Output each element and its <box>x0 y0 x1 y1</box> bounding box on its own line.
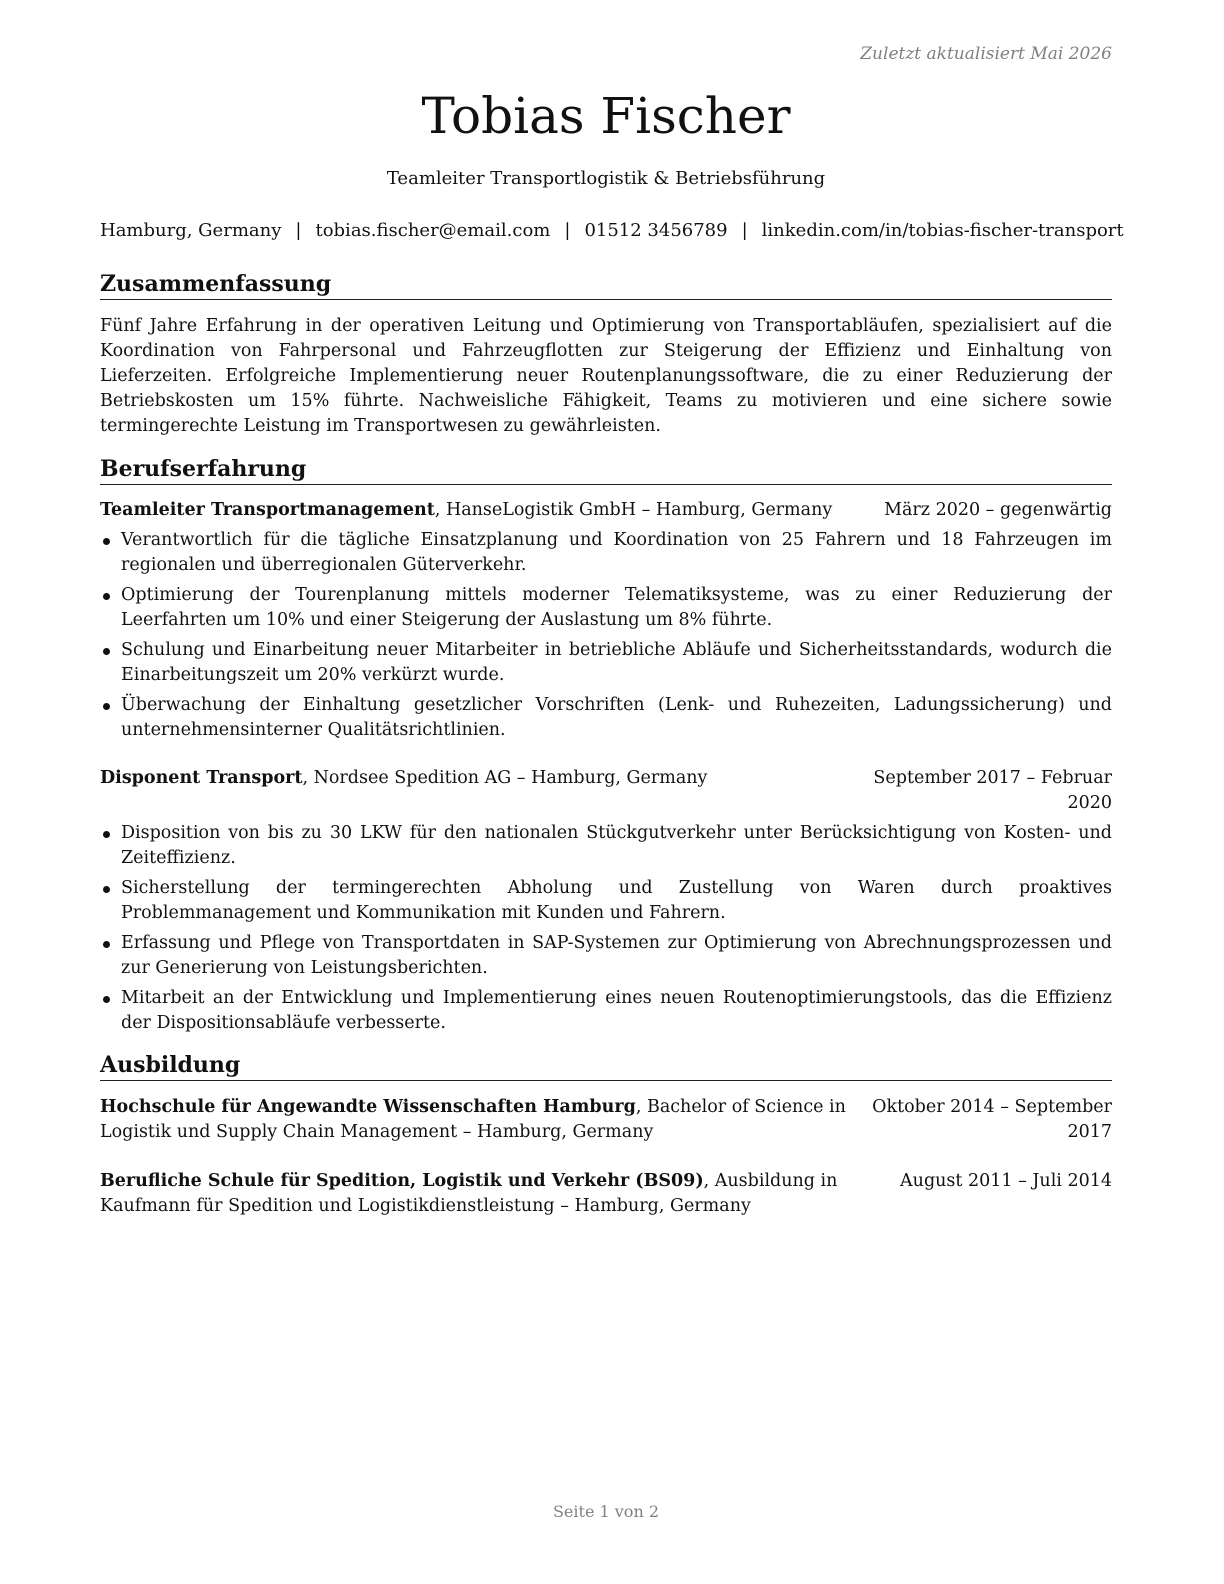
education-dates: Oktober 2014 – September 2017 <box>872 1097 1112 1142</box>
contact-separator: | <box>741 220 748 241</box>
job-company: , HanseLogistik GmbH – Hamburg, Germany <box>434 500 833 520</box>
education-header <box>100 1169 1112 1219</box>
education-entry <box>100 1095 1112 1145</box>
education-detail: , Bachelor of Science in Logistik und Supply Chain Management – Hamburg, Germany <box>100 1097 846 1142</box>
job-header <box>100 766 1112 816</box>
contact-email[interactable]: tobias.fischer@email.com <box>315 220 551 241</box>
job-title-line <box>100 498 832 523</box>
section-title-experience: Berufserfahrung <box>100 455 1112 485</box>
section-title-education: Ausbildung <box>100 1051 1112 1081</box>
page-number: Seite 1 von 2 <box>552 1502 660 1521</box>
job-bullet: Erfassung und Pflege von Transportdaten in SAP-Systemen zur Optimierung von Abrechnungsprozessen und zur Generierung von Leistungsberichten. <box>100 931 1112 981</box>
education-entry <box>100 1169 1112 1219</box>
job-bullets <box>100 821 1112 1036</box>
education-detail: , Ausbildung in Kaufmann für Spedition und Logistikdienstleistung – Hamburg, Germany <box>100 1171 838 1216</box>
contact-separator: | <box>564 220 571 241</box>
contact-separator: | <box>295 220 302 241</box>
job-header <box>100 498 1112 523</box>
contact-linkedin[interactable]: linkedin.com/in/tobias-fischer-transport <box>761 220 1124 241</box>
education-title-line <box>100 1169 880 1219</box>
job-dates: September 2017 – Februar 2020 <box>873 768 1112 813</box>
job-bullet: Mitarbeit an der Entwicklung und Implementierung eines neuen Routenoptimierungstools, das die Effizienz der Dispositionsabläufe verbesserte. <box>100 986 1112 1036</box>
contact-location: Hamburg, Germany <box>100 220 282 241</box>
last-updated-note: Zuletzt aktualisiert Mai 2026 <box>860 44 1112 64</box>
contact-line <box>100 219 1124 243</box>
job-entry <box>100 766 1112 1041</box>
education-header <box>100 1095 1112 1145</box>
candidate-name: Tobias Fischer <box>421 87 791 145</box>
education-title-line <box>100 1095 870 1145</box>
contact-phone[interactable]: 01512 3456789 <box>584 220 728 241</box>
section-title-summary: Zusammenfassung <box>100 270 1112 300</box>
job-role: Disponent Transport <box>100 768 303 788</box>
job-bullets <box>100 528 1112 743</box>
education-school: Hochschule für Angewandte Wissenschaften Hamburg <box>100 1097 636 1117</box>
education-school: Berufliche Schule für Spedition, Logistik und Verkehr (BS09) <box>100 1171 704 1191</box>
job-bullet: Optimierung der Tourenplanung mittels moderner Telematiksysteme, was zu einer Reduzierung der Leerfahrten um 10% und einer Steigerung der Auslastung um 8% führte. <box>100 583 1112 633</box>
job-bullet: Verantwortlich für die tägliche Einsatzplanung und Koordination von 25 Fahrern und 18 Fahrzeugen im regionalen und überregionalen Güterverkehr. <box>100 528 1112 578</box>
job-bullet: Überwachung der Einhaltung gesetzlicher Vorschriften (Lenk- und Ruhezeiten, Ladungssicherung) und unternehmensinterner Qualitätsrichtlinien. <box>100 693 1112 743</box>
job-bullet: Schulung und Einarbeitung neuer Mitarbeiter in betriebliche Abläufe und Sicherheitsstandards, wodurch die Einarbeitungszeit um 20% verkürzt wurde. <box>100 638 1112 688</box>
job-bullet: Sicherstellung der termingerechten Abholung und Zustellung von Waren durch proaktives Problemmanagement und Kommunikation mit Kunden und Fahrern. <box>100 876 1112 926</box>
job-bullet: Disposition von bis zu 30 LKW für den nationalen Stückgutverkehr unter Berücksichtigung von Kosten- und Zeiteffizienz. <box>100 821 1112 871</box>
job-company: , Nordsee Spedition AG – Hamburg, Germany <box>302 768 708 788</box>
resume-page <box>100 0 1124 1584</box>
job-title-line <box>100 766 707 791</box>
job-entry <box>100 498 1112 748</box>
job-dates: März 2020 – gegenwärtig <box>884 500 1112 520</box>
summary-text: Fünf Jahre Erfahrung in der operativen Leitung und Optimierung von Transportabläufen, spezialisiert auf die Koordination von Fahrpersonal und Fahrzeugflotten zur Steigerung der Effizienz und Einhaltung von Lieferzeiten. Erfolgreiche Implementierung neuer Routenplanungssoftware, die zu einer Reduzierung der Betriebskosten um 15% führte. Nachweisliche Fähigkeit, Teams zu motivieren und eine sichere sowie termingerechte Leistung im Transportwesen zu gewährleisten. <box>100 316 1112 436</box>
job-role: Teamleiter Transportmanagement <box>100 500 435 520</box>
candidate-headline: Teamleiter Transportlogistik & Betriebsführung <box>386 168 826 189</box>
education-dates: August 2011 – Juli 2014 <box>900 1171 1112 1191</box>
